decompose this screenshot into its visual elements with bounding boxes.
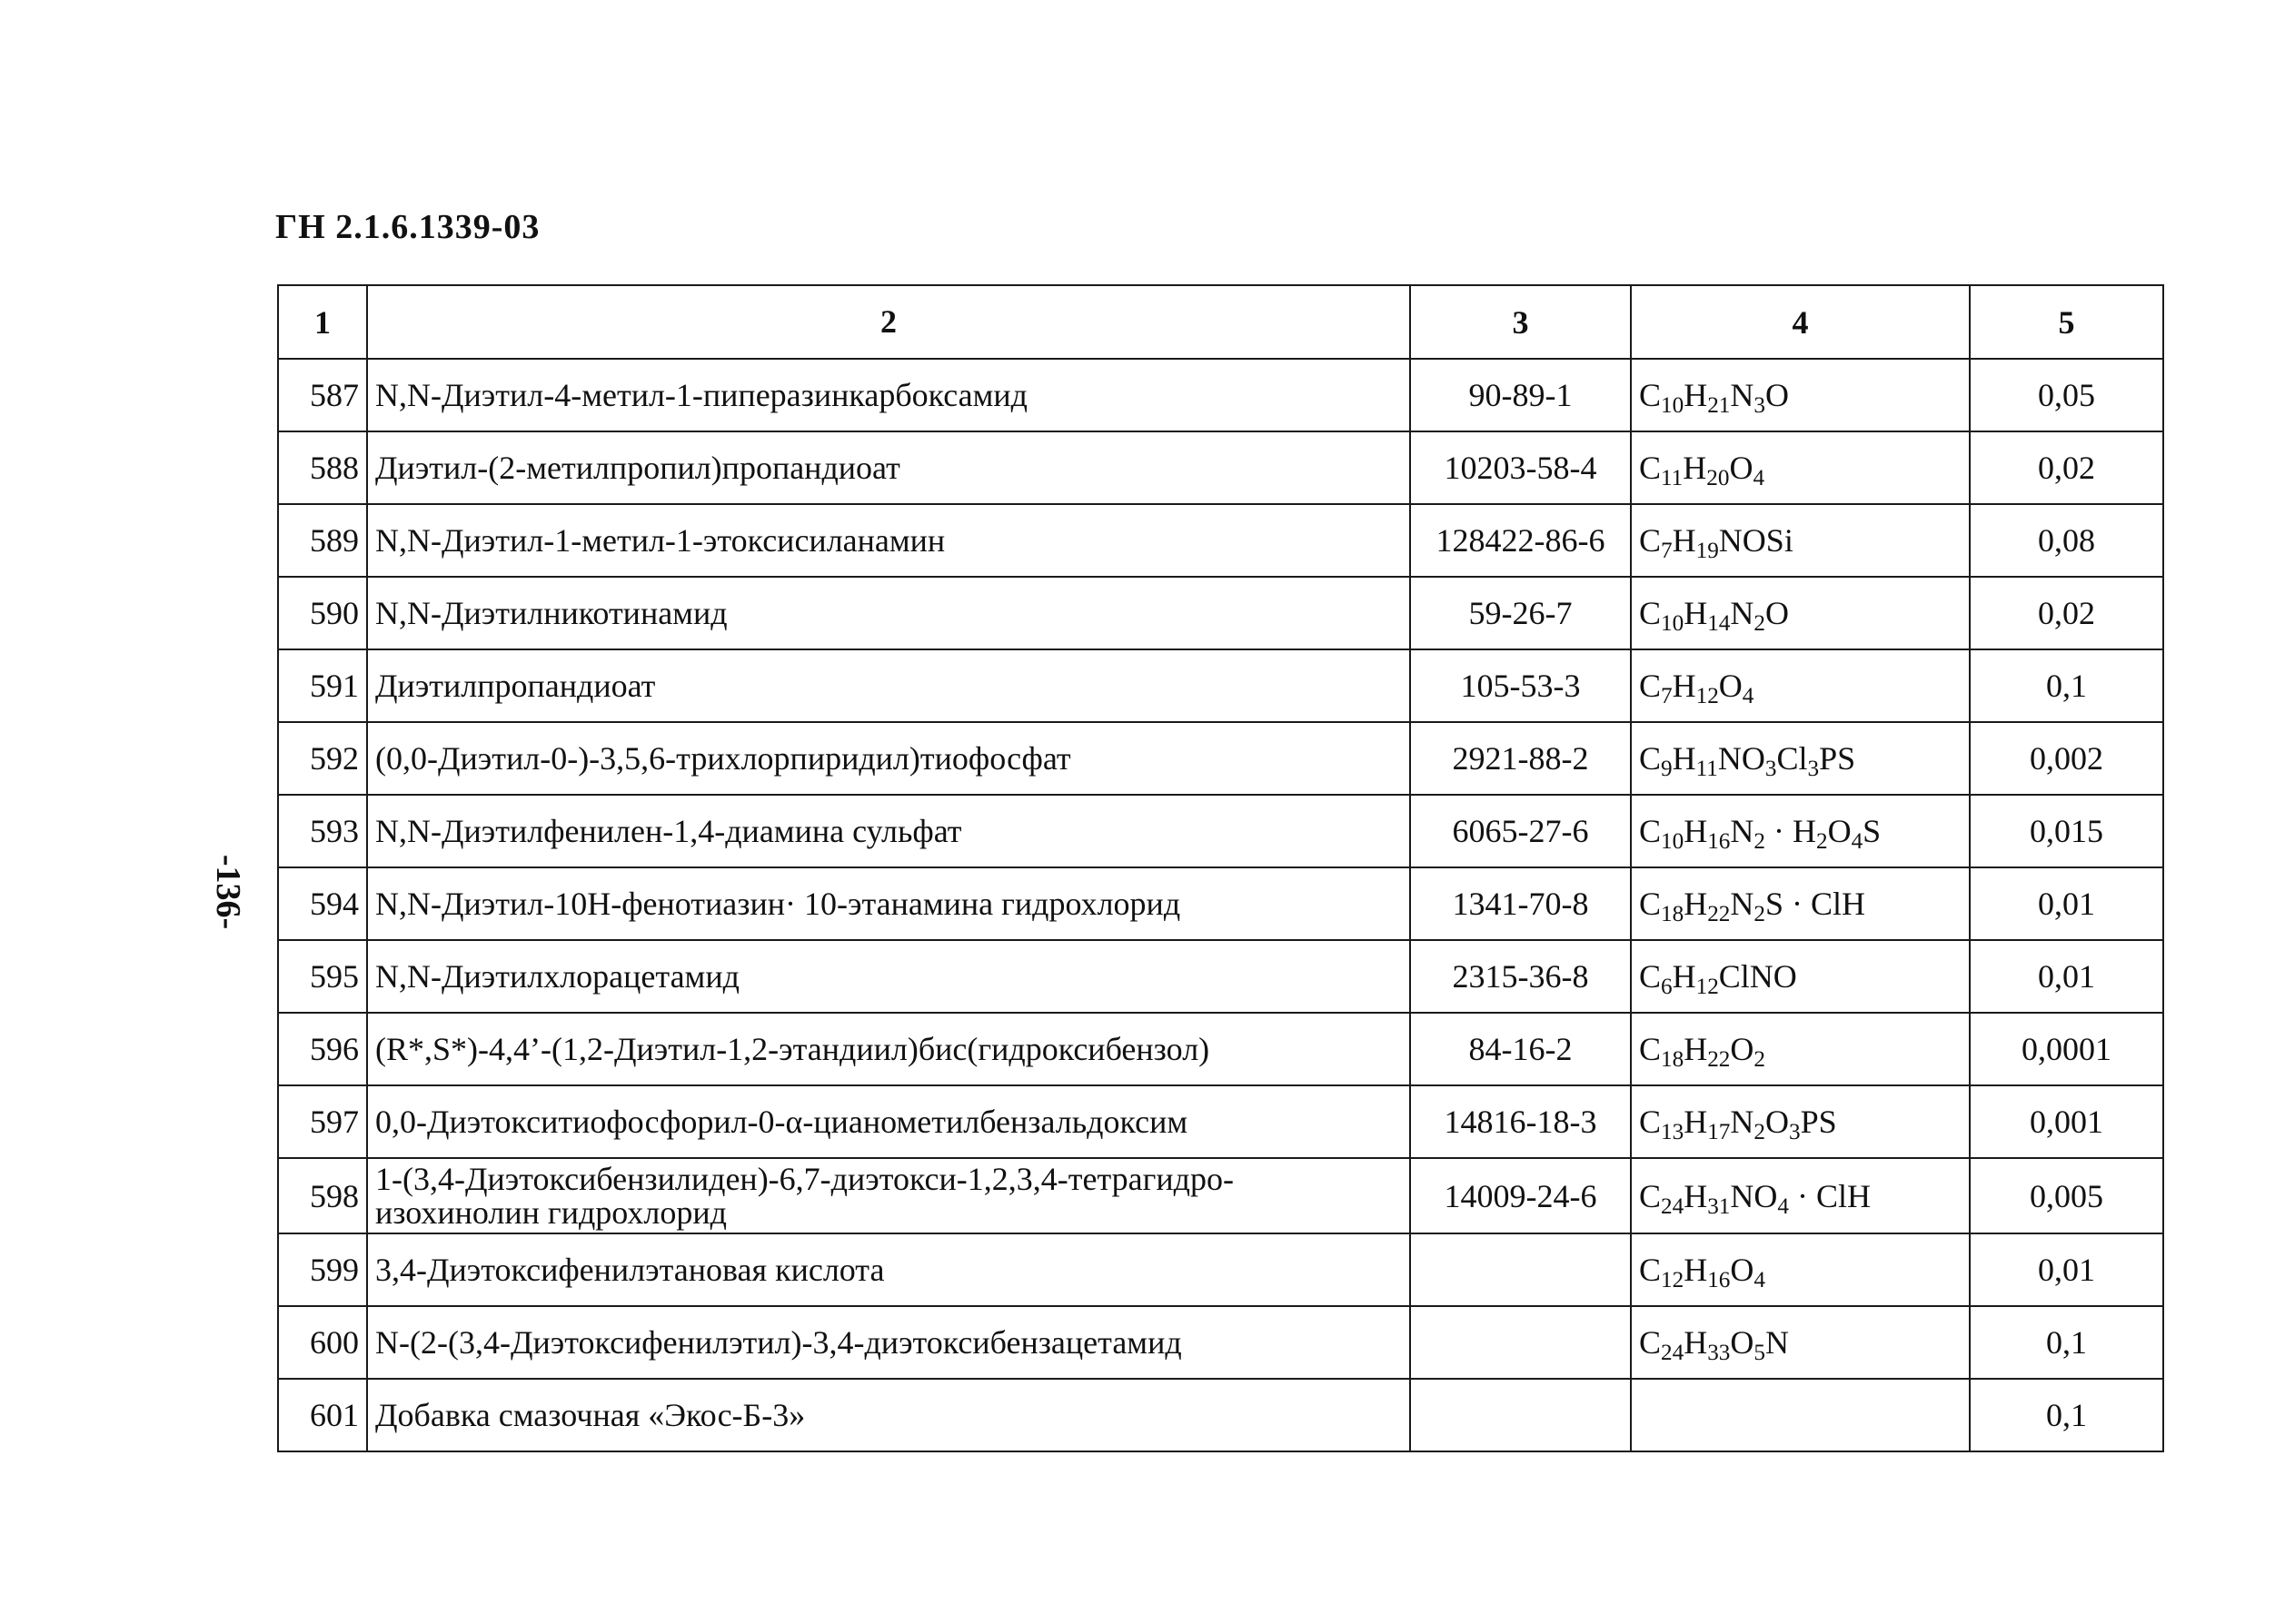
- chemical-formula: [1631, 431, 1970, 504]
- cas-number: 128422-86-6: [1410, 504, 1631, 577]
- substance-name: [367, 1233, 1410, 1306]
- row-number: 591: [278, 649, 367, 722]
- column-header-5: 5: [1970, 285, 2163, 359]
- formula-text: PS: [1819, 740, 1856, 777]
- formula-text: · ClH: [1788, 1177, 1871, 1214]
- substance-name: [367, 359, 1410, 431]
- table-row: [278, 1085, 2163, 1158]
- formula-subscript: 4: [1753, 466, 1765, 491]
- cas-number: 2921-88-2: [1410, 722, 1631, 795]
- row-number: 600: [278, 1306, 367, 1379]
- table-row: [278, 722, 2163, 795]
- row-number: 594: [278, 867, 367, 940]
- table-header-row: [278, 285, 2163, 359]
- row-number: 590: [278, 577, 367, 649]
- limit-value: 0,01: [1970, 867, 2163, 940]
- substance-name: [367, 431, 1410, 504]
- substance-name-line: N,N-Диэтилникотинамид: [375, 594, 728, 631]
- formula-subscript: 21: [1707, 393, 1731, 419]
- formula-text: NO: [1717, 740, 1765, 777]
- formula-subscript: 31: [1707, 1193, 1731, 1219]
- cas-number: 1341-70-8: [1410, 867, 1631, 940]
- table-row: [278, 1233, 2163, 1306]
- formula-text: H: [1672, 958, 1696, 995]
- table-row: [278, 1306, 2163, 1379]
- substance-name: [367, 649, 1410, 722]
- formula-text: H: [1684, 1177, 1708, 1214]
- formula-subscript: 2: [1753, 1120, 1765, 1145]
- limit-value: 0,01: [1970, 1233, 2163, 1306]
- formula-subscript: 17: [1707, 1120, 1731, 1145]
- formula-subscript: 4: [1742, 684, 1754, 709]
- formula-text: O: [1729, 450, 1753, 486]
- substance-name: [367, 1013, 1410, 1085]
- chemical-formula: [1631, 1306, 1970, 1379]
- formula-text: O: [1764, 595, 1789, 631]
- formula-text: O: [1730, 1031, 1754, 1067]
- formula-text: C: [1639, 1252, 1662, 1289]
- formula-subscript: 7: [1661, 539, 1673, 564]
- formula-subscript: 12: [1661, 1268, 1684, 1293]
- table-row: [278, 1158, 2163, 1233]
- cas-number: 14009-24-6: [1410, 1158, 1631, 1233]
- table-row: [278, 431, 2163, 504]
- substance-name-line: N,N-Диэтилхлорацетамид: [375, 957, 740, 995]
- table-row: [278, 1379, 2163, 1451]
- formula-subscript: 33: [1707, 1341, 1731, 1366]
- formula-text: O: [1764, 1104, 1789, 1140]
- formula-subscript: 2: [1753, 829, 1765, 855]
- substance-name-line: N-(2-(3,4-Диэтоксифенилэтил)-3,4-диэтоксибензацетамид: [375, 1324, 1182, 1362]
- formula-text: C: [1639, 1104, 1662, 1140]
- substance-name-line: N,N-Диэтил-4-метил-1-пиперазинкарбоксамид: [375, 376, 1028, 413]
- cas-number: [1410, 1379, 1631, 1451]
- row-number: 598: [278, 1158, 367, 1233]
- table-row: [278, 359, 2163, 431]
- substance-name: [367, 577, 1410, 649]
- limit-value: 0,02: [1970, 577, 2163, 649]
- formula-subscript: 22: [1707, 902, 1731, 927]
- formula-subscript: 24: [1661, 1193, 1684, 1219]
- page-number: -136-: [209, 854, 248, 930]
- formula-subscript: 14: [1707, 611, 1731, 637]
- formula-subscript: 10: [1661, 611, 1684, 637]
- formula-text: H: [1684, 1252, 1708, 1289]
- limit-value: 0,001: [1970, 1085, 2163, 1158]
- substance-name-line: N,N-Диэтил-10Н-фенотиазин· 10-этанамина гидрохлорид: [375, 885, 1181, 922]
- table-body: [278, 359, 2163, 1451]
- substances-table: [277, 284, 2164, 1452]
- formula-subscript: 24: [1661, 1341, 1684, 1366]
- cas-number: 6065-27-6: [1410, 795, 1631, 867]
- formula-text: O: [1718, 668, 1743, 704]
- cas-number: 90-89-1: [1410, 359, 1631, 431]
- column-header-3: 3: [1410, 285, 1631, 359]
- limit-value: 0,015: [1970, 795, 2163, 867]
- formula-text: H: [1684, 1031, 1708, 1067]
- formula-text: N: [1730, 886, 1754, 922]
- cas-number: 59-26-7: [1410, 577, 1631, 649]
- formula-text: H: [1684, 595, 1708, 631]
- table-row: [278, 649, 2163, 722]
- formula-text: O: [1730, 1252, 1754, 1289]
- column-header-4: 4: [1631, 285, 1970, 359]
- limit-value: 0,1: [1970, 1306, 2163, 1379]
- formula-text: C: [1639, 813, 1662, 849]
- substance-name-line: Добавка смазочная «Экос-Б-3»: [375, 1397, 806, 1434]
- substance-name-line: 0,0-Диэтокситиофосфорил-0-α-цианометилбензальдоксим: [375, 1103, 1188, 1140]
- formula-text: S · ClH: [1764, 886, 1866, 922]
- row-number: 588: [278, 431, 367, 504]
- substance-name-line: N,N-Диэтилфенилен-1,4-диамина сульфат: [375, 812, 962, 849]
- formula-text: C: [1639, 1177, 1662, 1214]
- formula-text: NO: [1730, 1177, 1778, 1214]
- formula-subscript: 4: [1753, 1268, 1765, 1293]
- limit-value: 0,02: [1970, 431, 2163, 504]
- cas-number: 105-53-3: [1410, 649, 1631, 722]
- formula-text: O: [1827, 813, 1852, 849]
- formula-text: H: [1684, 813, 1708, 849]
- formula-text: PS: [1800, 1104, 1837, 1140]
- substance-name: [367, 1085, 1410, 1158]
- formula-text: C: [1639, 450, 1662, 486]
- formula-subscript: 2: [1753, 611, 1765, 637]
- column-header-2: 2: [367, 285, 1410, 359]
- formula-subscript: 19: [1695, 539, 1719, 564]
- table-row: [278, 940, 2163, 1013]
- chemical-formula: [1631, 1158, 1970, 1233]
- limit-value: 0,0001: [1970, 1013, 2163, 1085]
- substance-name-line: Диэтил-(2-метилпропил)пропандиоат: [375, 449, 900, 486]
- formula-text: C: [1639, 377, 1662, 413]
- limit-value: 0,005: [1970, 1158, 2163, 1233]
- substance-name-line: изохинолин гидрохлорид: [375, 1193, 727, 1231]
- row-number: 595: [278, 940, 367, 1013]
- row-number: 596: [278, 1013, 367, 1085]
- substance-name-line: 1-(3,4-Диэтоксибензилиден)-6,7-диэтокси-1,2,3,4-тетрагидро-: [375, 1161, 1234, 1197]
- formula-subscript: 2: [1753, 902, 1765, 927]
- formula-text: H: [1684, 1104, 1708, 1140]
- formula-text: C: [1639, 1324, 1662, 1362]
- formula-text: C: [1639, 522, 1662, 559]
- formula-subscript: 13: [1661, 1120, 1684, 1145]
- substance-name: [367, 795, 1410, 867]
- chemical-formula: [1631, 1379, 1970, 1451]
- formula-subscript: 5: [1753, 1341, 1765, 1366]
- formula-subscript: 3: [1807, 757, 1820, 782]
- formula-text: N: [1764, 1324, 1789, 1362]
- formula-subscript: 11: [1661, 466, 1684, 491]
- chemical-formula: [1631, 577, 1970, 649]
- formula-subscript: 10: [1661, 393, 1684, 419]
- formula-text: O: [1730, 1324, 1754, 1362]
- formula-subscript: 9: [1661, 757, 1673, 782]
- limit-value: 0,1: [1970, 1379, 2163, 1451]
- formula-text: Cl: [1776, 740, 1808, 777]
- substance-name-line: Диэтилпропандиоат: [375, 667, 656, 704]
- row-number: 592: [278, 722, 367, 795]
- limit-value: 0,05: [1970, 359, 2163, 431]
- row-number: 593: [278, 795, 367, 867]
- formula-text: NOSi: [1718, 522, 1793, 559]
- column-header-1: 1: [278, 285, 367, 359]
- substance-name: [367, 867, 1410, 940]
- substance-name: [367, 504, 1410, 577]
- cas-number: 10203-58-4: [1410, 431, 1631, 504]
- formula-subscript: 12: [1695, 684, 1719, 709]
- limit-value: 0,002: [1970, 722, 2163, 795]
- formula-text: O: [1764, 377, 1789, 413]
- formula-text: N: [1730, 1104, 1754, 1140]
- table-row: [278, 577, 2163, 649]
- formula-subscript: 3: [1753, 393, 1765, 419]
- formula-text: N: [1730, 813, 1754, 849]
- row-number: 601: [278, 1379, 367, 1451]
- formula-text: C: [1639, 740, 1662, 777]
- formula-subscript: 16: [1707, 829, 1731, 855]
- table-row: [278, 1013, 2163, 1085]
- chemical-formula: [1631, 940, 1970, 1013]
- cas-number: [1410, 1233, 1631, 1306]
- row-number: 587: [278, 359, 367, 431]
- formula-subscript: 2: [1815, 829, 1828, 855]
- substance-name: [367, 722, 1410, 795]
- formula-text: H: [1684, 886, 1708, 922]
- formula-subscript: 4: [1851, 829, 1863, 855]
- table-row: [278, 795, 2163, 867]
- limit-value: 0,1: [1970, 649, 2163, 722]
- row-number: 599: [278, 1233, 367, 1306]
- formula-subscript: 18: [1661, 1047, 1684, 1073]
- cas-number: 84-16-2: [1410, 1013, 1631, 1085]
- chemical-formula: [1631, 1013, 1970, 1085]
- table-row: [278, 867, 2163, 940]
- chemical-formula: [1631, 722, 1970, 795]
- row-number: 597: [278, 1085, 367, 1158]
- formula-subscript: 22: [1707, 1047, 1731, 1073]
- formula-text: · H: [1764, 813, 1816, 849]
- chemical-formula: [1631, 504, 1970, 577]
- formula-subscript: 2: [1753, 1047, 1765, 1073]
- formula-subscript: 4: [1777, 1193, 1789, 1219]
- chemical-formula: [1631, 795, 1970, 867]
- substance-name-line: 3,4-Диэтоксифенилэтановая кислота: [375, 1252, 885, 1289]
- formula-subscript: 18: [1661, 902, 1684, 927]
- chemical-formula: [1631, 867, 1970, 940]
- formula-subscript: 6: [1661, 975, 1673, 1000]
- substance-name: [367, 940, 1410, 1013]
- formula-text: S: [1863, 813, 1882, 849]
- limit-value: 0,08: [1970, 504, 2163, 577]
- formula-subscript: 11: [1695, 757, 1718, 782]
- substance-name: [367, 1306, 1410, 1379]
- substance-name-line: (R*,S*)-4,4’-(1,2-Диэтил-1,2-этандиил)бис(гидроксибензол): [375, 1030, 1210, 1067]
- formula-text: H: [1684, 377, 1708, 413]
- formula-text: H: [1684, 1324, 1708, 1362]
- limit-value: 0,01: [1970, 940, 2163, 1013]
- formula-text: C: [1639, 668, 1662, 704]
- cas-number: 14816-18-3: [1410, 1085, 1631, 1158]
- substance-name-line: N,N-Диэтил-1-метил-1-этоксисиланамин: [375, 521, 946, 559]
- substance-name: [367, 1379, 1410, 1451]
- formula-text: C: [1639, 595, 1662, 631]
- cas-number: 2315-36-8: [1410, 940, 1631, 1013]
- formula-subscript: 7: [1661, 684, 1673, 709]
- substance-name: [367, 1158, 1410, 1233]
- chemical-formula: [1631, 359, 1970, 431]
- formula-subscript: 20: [1706, 466, 1730, 491]
- formula-text: H: [1672, 740, 1696, 777]
- substance-name-line: (0,0-Диэтил-0-)-3,5,6-трихлорпиридил)тиофосфат: [375, 739, 1071, 777]
- cas-number: [1410, 1306, 1631, 1379]
- formula-text: N: [1730, 377, 1754, 413]
- chemical-formula: [1631, 1233, 1970, 1306]
- formula-subscript: 3: [1788, 1120, 1801, 1145]
- chemical-formula: [1631, 1085, 1970, 1158]
- formula-text: C: [1639, 1031, 1662, 1067]
- table-row: [278, 504, 2163, 577]
- formula-subscript: 3: [1764, 757, 1777, 782]
- formula-text: H: [1672, 522, 1696, 559]
- chemical-formula: [1631, 649, 1970, 722]
- formula-subscript: 10: [1661, 829, 1684, 855]
- formula-text: C: [1639, 958, 1662, 995]
- formula-text: ClNO: [1718, 958, 1797, 995]
- document-code: ГН 2.1.6.1339-03: [275, 208, 541, 246]
- formula-text: H: [1672, 668, 1696, 704]
- formula-text: C: [1639, 886, 1662, 922]
- row-number: 589: [278, 504, 367, 577]
- formula-subscript: 12: [1695, 975, 1719, 1000]
- formula-subscript: 16: [1707, 1268, 1731, 1293]
- formula-text: N: [1730, 595, 1754, 631]
- formula-text: H: [1683, 450, 1707, 486]
